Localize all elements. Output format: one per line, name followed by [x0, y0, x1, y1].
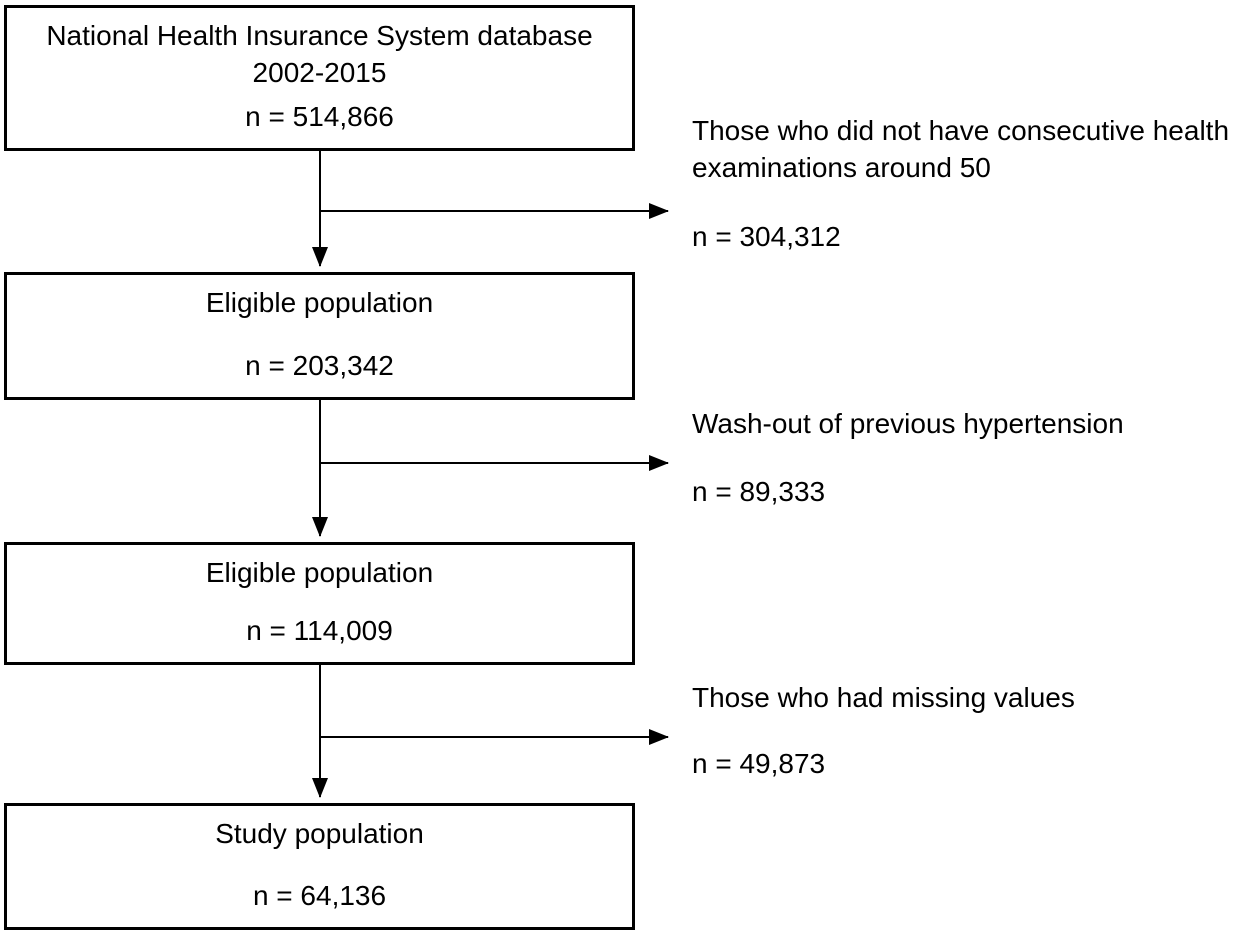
box-title — [19, 815, 620, 852]
flow-box-database — [4, 5, 635, 151]
box-title-line-1: National Health Insurance System database — [46, 20, 593, 51]
box-title — [19, 17, 620, 91]
flow-box-eligible-population-1 — [4, 272, 635, 400]
exclusion-label-line-1: Those who did not have consecutive health — [692, 115, 1230, 146]
box-title-line-1: Study population — [215, 818, 424, 849]
exclusion-label-missing-values — [692, 679, 1245, 716]
box-title-line-2: 2002-2015 — [252, 57, 387, 88]
exclusion-label-line-2: examinations around 50 — [692, 152, 991, 183]
exclusion-label-washout — [692, 405, 1245, 442]
box-title-line-1: Eligible population — [205, 557, 434, 588]
exclusion-n-washout: n = 89,333 — [692, 476, 826, 507]
box-n-count: n = 64,136 — [252, 880, 387, 911]
box-title-line-1: Eligible population — [205, 287, 434, 318]
box-n-count: n = 114,009 — [246, 615, 393, 646]
box-n-count: n = 514,866 — [245, 101, 394, 132]
box-title — [19, 554, 620, 591]
box-n-count: n = 203,342 — [245, 350, 394, 381]
exclusion-n-missing-values: n = 49,873 — [692, 748, 826, 779]
exclusion-label-line-1: Those who had missing values — [692, 682, 1075, 713]
exclusion-label-no-consecutive-exams — [692, 112, 1245, 186]
flow-box-eligible-population-2 — [4, 542, 635, 665]
box-title — [19, 284, 620, 321]
exclusion-n-no-consecutive-exams: n = 304,312 — [692, 221, 841, 252]
flow-box-study-population — [4, 803, 635, 930]
exclusion-label-line-1: Wash-out of previous hypertension — [692, 408, 1124, 439]
